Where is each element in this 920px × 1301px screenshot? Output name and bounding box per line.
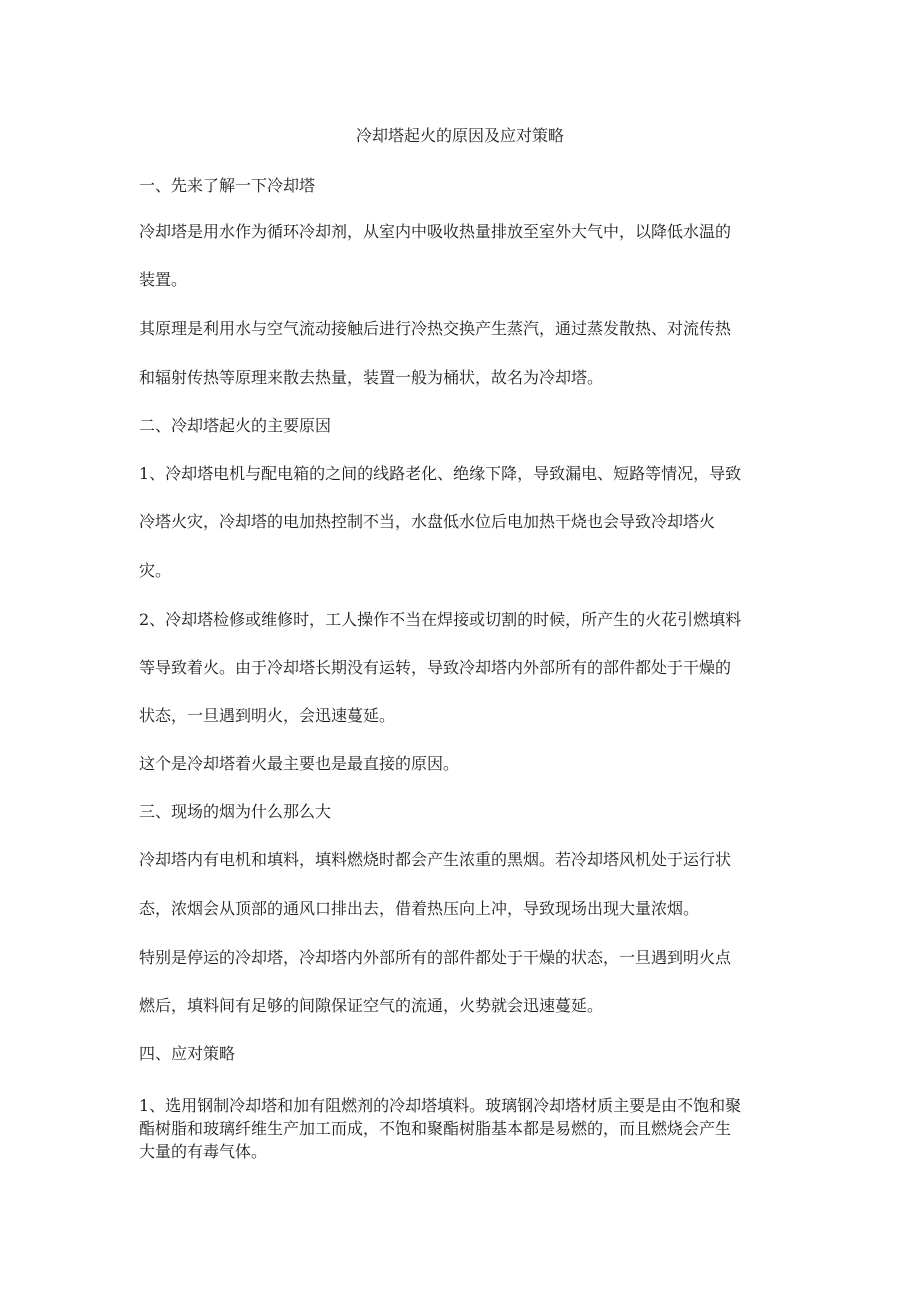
paragraph-line: 状态，一旦遇到明火，会迅速蔓延。 [139, 706, 396, 725]
paragraph-line: 酯树脂和玻璃纤维生产加工而成，不饱和聚酯树脂基本都是易燃的，而且燃烧会产生 [139, 1119, 732, 1138]
paragraph-line: 大量的有毒气体。 [139, 1142, 268, 1161]
paragraph-line: 等导致着火。由于冷却塔长期没有运转，导致冷却塔内外部所有的部件都处于干燥的 [139, 658, 732, 677]
section-heading-2: 二、冷却塔起火的主要原因 [139, 416, 332, 435]
paragraph-line: 其原理是利用水与空气流动接触后进行冷热交换产生蒸汽，通过蒸发散热、对流传热 [139, 319, 732, 338]
section-heading-3: 三、现场的烟为什么那么大 [139, 802, 332, 821]
paragraph-line: 态，浓烟会从顶部的通风口排出去，借着热压向上冲，导致现场出现大量浓烟。 [139, 899, 700, 918]
paragraph-line: 燃后，填料间有足够的间隙保证空气的流通，火势就会迅速蔓延。 [139, 996, 604, 1015]
paragraph-line: 灾。 [139, 561, 172, 580]
paragraph-line: 冷却塔是用水作为循环冷却剂，从室内中吸收热量排放至室外大气中，以降低水温的 [139, 222, 732, 241]
paragraph-line: 装置。 [139, 270, 188, 289]
paragraph-line: 冷塔火灾，冷却塔的电加热控制不当，水盘低水位后电加热干烧也会导致冷却塔火 [139, 512, 716, 531]
paragraph-line: 1、选用钢制冷却塔和加有阻燃剂的冷却塔填料。玻璃钢冷却塔材质主要是由不饱和聚 [139, 1096, 742, 1115]
paragraph-line: 特别是停运的冷却塔，冷却塔内外部所有的部件都处于干燥的状态，一旦遇到明火点 [139, 948, 732, 967]
paragraph-line: 1、冷却塔电机与配电箱的之间的线路老化、绝缘下降，导致漏电、短路等情况，导致 [139, 464, 742, 483]
paragraph-line: 这个是冷却塔着火最主要也是最直接的原因。 [139, 754, 460, 773]
document-title: 冷却塔起火的原因及应对策略 [355, 126, 564, 145]
section-heading-1: 一、先来了解一下冷却塔 [139, 176, 316, 195]
paragraph-line: 冷却塔内有电机和填料，填料燃烧时都会产生浓重的黑烟。若冷却塔风机处于运行状 [139, 850, 732, 869]
section-heading-4: 四、应对策略 [139, 1044, 236, 1063]
paragraph-line: 2、冷却塔检修或维修时，工人操作不当在焊接或切割的时候，所产生的火花引燃填料 [139, 610, 742, 629]
paragraph-line: 和辐射传热等原理来散去热量，装置一般为桶状，故名为冷却塔。 [139, 368, 604, 387]
